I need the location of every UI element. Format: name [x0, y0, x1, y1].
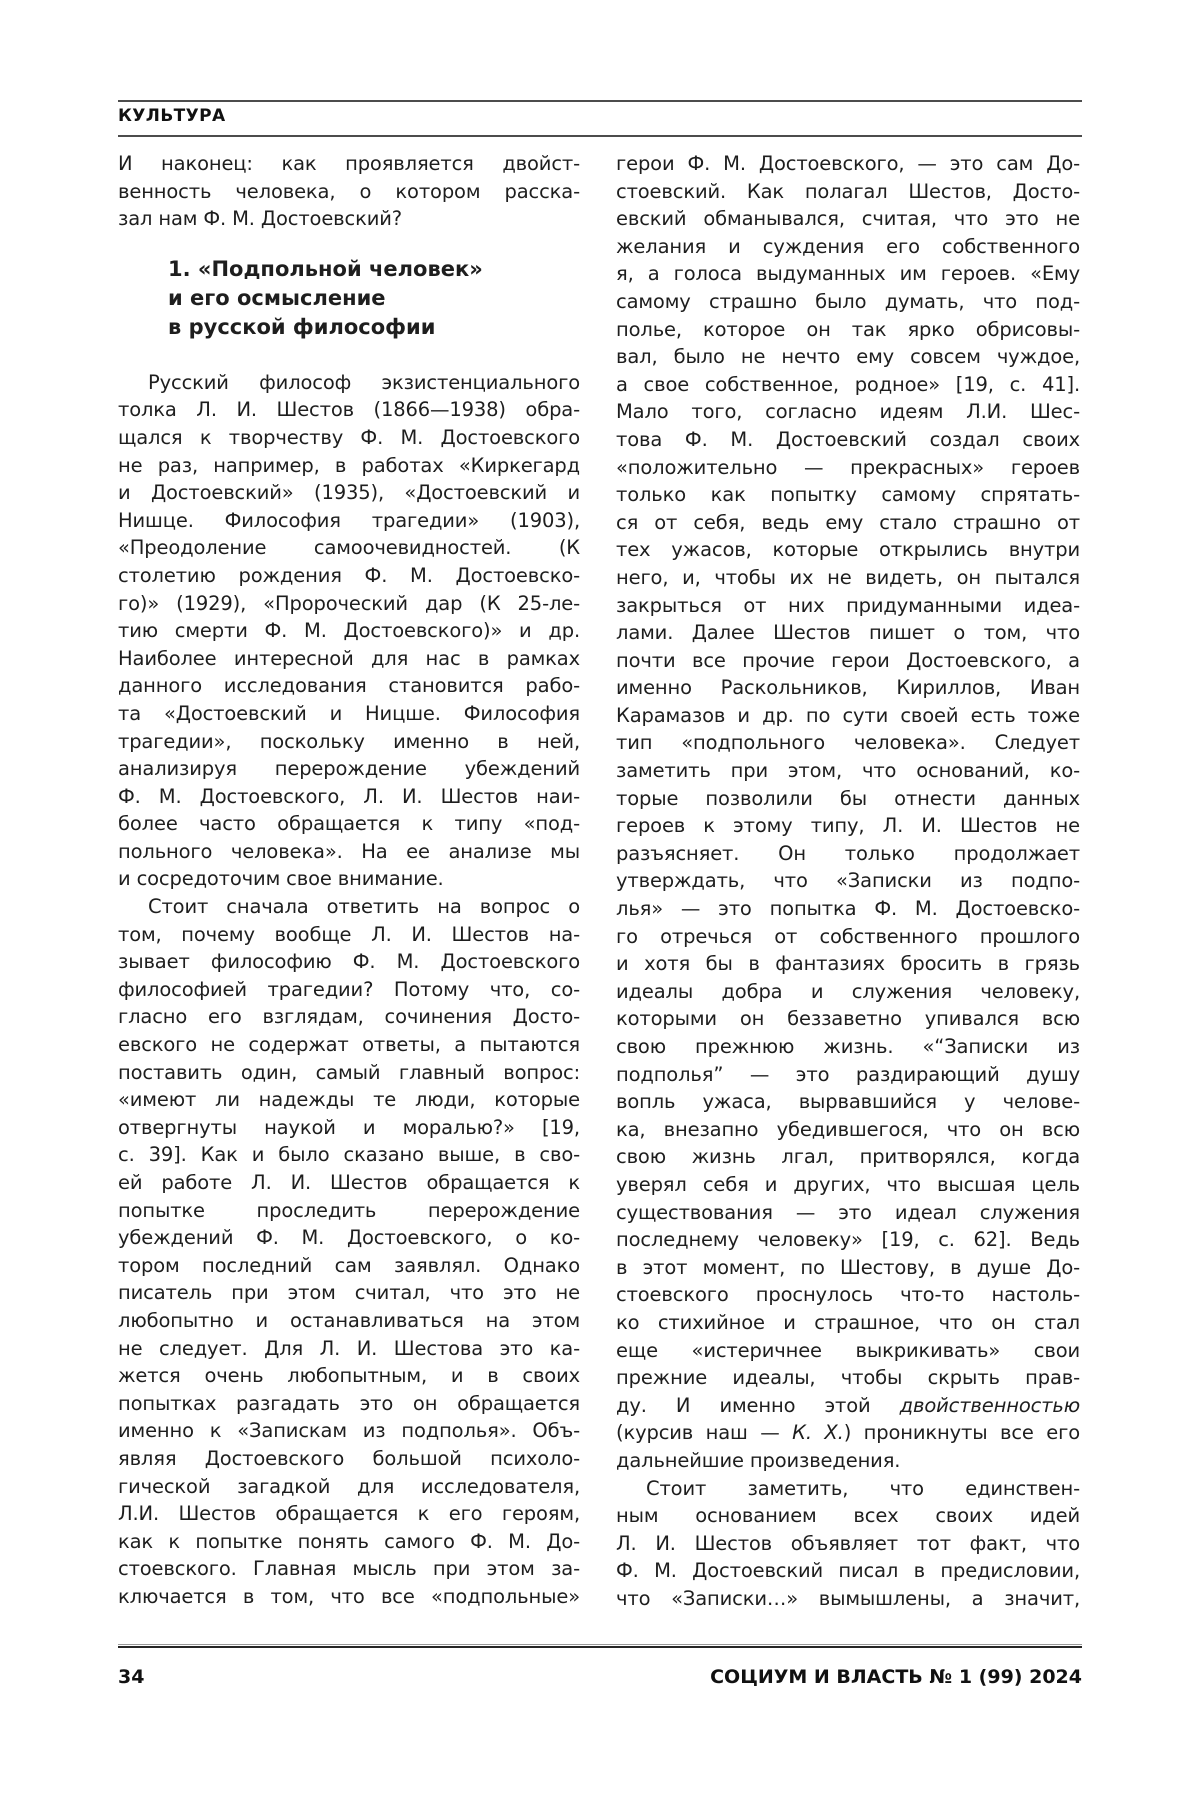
text-line: жется очень любопытным, и в своих — [118, 1364, 580, 1388]
text-line: ко стихийное и страшное, что он стал — [616, 1310, 1080, 1334]
text-line: тию смерти Ф. М. Достоевского)» и др. — [118, 619, 580, 643]
text-line: Наиболее интересной для нас в рамках — [118, 646, 580, 670]
text-line: почти все прочие герои Достоевского, а — [616, 648, 1080, 672]
text-line: еще «истеричнее выкрикивать» свои — [616, 1338, 1080, 1362]
text-line: попытке проследить перерождение — [118, 1198, 580, 1222]
text-line: разъясняет. Он только продолжает — [616, 841, 1080, 865]
text-line: героев к этому типу, Л. И. Шестов не — [616, 814, 1080, 838]
text-line: стоевского проснулось что-то настоль- — [616, 1283, 1080, 1307]
paragraph — [118, 150, 580, 233]
text-line: гической загадкой для исследователя, — [118, 1474, 580, 1498]
text-line: ка, внезапно убедившегося, что он всю — [616, 1117, 1080, 1141]
text-line: лья» — это попытка Ф. М. Достоевско- — [616, 897, 1080, 921]
text-line: и сосредоточим свое внимание. — [118, 867, 444, 891]
heading-line: в русской философии — [168, 314, 436, 339]
text-line: го отречься от собственного прошлого — [616, 924, 1080, 948]
text-line: дальнейшие произведения. — [616, 1448, 901, 1472]
text-line: го)» (1929), «Пророческий дар (К 25-ле- — [118, 591, 580, 615]
text-line: подполья” — это раздирающий душу — [616, 1062, 1080, 1086]
heading-line: и его осмысление — [168, 285, 386, 310]
text-line: свою жизнь лгал, притворялся, когда — [616, 1145, 1080, 1169]
text-line: не раз, например, в работах «Киркегард — [118, 453, 580, 477]
section-label: КУЛЬТУРА — [118, 106, 226, 126]
text-line: «имеют ли надежды те люди, которые — [118, 1088, 580, 1112]
text-line: именно к «Запискам из подполья». Объ- — [118, 1419, 580, 1443]
text-line: това Ф. М. Достоевский создал своих — [616, 427, 1080, 451]
text-line: Л. И. Шестов объявляет тот факт, что — [616, 1531, 1080, 1555]
footer — [118, 1666, 1082, 1688]
text-line: свою прежнюю жизнь. «“Записки из — [616, 1035, 1080, 1058]
text-line: поставить один, самый главный вопрос: — [118, 1060, 580, 1084]
text-line: Карамазов и др. по сути своей есть тоже — [616, 703, 1080, 727]
header-rule-bottom — [118, 135, 1082, 137]
text-line: том, почему вообще Л. И. Шестов на- — [118, 922, 580, 946]
text-line: ным основанием всех своих идей — [616, 1504, 1080, 1528]
text-line: торые позволили бы отнести данных — [616, 786, 1080, 810]
text-line: Нишце. Философия трагедии» (1903), — [118, 508, 580, 532]
text-line: последнему человеку» [19, с. 62]. Ведь — [616, 1228, 1080, 1252]
text-line: тип «подпольного человека». Следует — [616, 731, 1080, 755]
text-line: Мало того, согласно идеям Л.И. Шес- — [616, 400, 1080, 424]
text-line: Л.И. Шестов обращается к его героям, — [118, 1502, 580, 1526]
text-line: именно Раскольников, Кириллов, Иван — [616, 676, 1080, 700]
text-line: (курсив наш — К. Х.) проникнуты все его — [616, 1421, 1080, 1445]
paragraph — [616, 150, 1080, 1475]
text-line: анализируя перерождение убеждений — [118, 757, 580, 781]
text-line: не следует. Для Л. И. Шестова это ка- — [118, 1336, 580, 1360]
text-line: зывает философию Ф. М. Достоевского — [118, 950, 580, 974]
text-line: гласно его взглядам, сочинения Досто- — [118, 1005, 580, 1029]
paragraph — [118, 893, 580, 1610]
text-line: ей работе Л. И. Шестов обращается к — [118, 1171, 580, 1194]
text-line: него, и, чтобы их не видеть, он пытался — [616, 565, 1080, 589]
text-line: «положительно — прекрасных» героев — [616, 455, 1080, 479]
text-line: только как попытку самому спрятать- — [616, 483, 1080, 507]
text-line: закрыться от них придуманными идеа- — [616, 593, 1080, 617]
text-line: ду. И именно этой двойственностью — [616, 1393, 1080, 1417]
text-line: являя Достоевского большой психоло- — [118, 1446, 580, 1470]
text-line: данного исследования становится рабо- — [118, 674, 580, 698]
text-line: как к попытке понять самого Ф. М. До- — [118, 1529, 580, 1553]
text-line: вопль ужаса, вырвавшийся у челове- — [616, 1090, 1080, 1114]
text-line: которыми он беззаветно упивался всю — [616, 1007, 1080, 1031]
text-line: полье, которое он так ярко обрисовы- — [616, 317, 1080, 341]
text-line: стоевский. Как полагал Шестов, Досто- — [616, 179, 1080, 203]
right-column — [616, 150, 1080, 1612]
text-line: ключается в том, что все «подпольные» — [118, 1584, 580, 1608]
text-line: философией трагедии? Потому что, со- — [118, 977, 580, 1001]
text-line: более часто обращается к типу «под- — [118, 812, 580, 836]
text-line: попытках разгадать это он обращается — [118, 1391, 580, 1415]
text-line: столетию рождения Ф. М. Достоевско- — [118, 563, 580, 587]
text-line: идеалы добра и служения человеку, — [616, 979, 1080, 1003]
text-line: тором последний сам заявлял. Однако — [118, 1253, 580, 1277]
text-line: евского не содержат ответы, а пытаются — [118, 1033, 580, 1057]
section-heading — [118, 255, 580, 342]
text-line: желания и суждения его собственного — [616, 234, 1080, 258]
text-line: утверждать, что «Записки из подпо- — [616, 869, 1080, 893]
header-rule-top — [118, 100, 1082, 102]
article-body — [118, 150, 1082, 1612]
text-line: прежние идеалы, чтобы скрыть прав- — [616, 1366, 1080, 1390]
text-line: ся от себя, ведь ему стало страшно от — [616, 510, 1080, 534]
text-line: что «Записки…» вымышлены, а значит, — [616, 1586, 1080, 1610]
text-line: писатель при этом считал, что это не — [118, 1281, 580, 1305]
text-line: уверял себя и других, что высшая цель — [616, 1172, 1080, 1196]
text-line: тех ужасов, которые открылись внутри — [616, 538, 1080, 562]
text-line: толка Л. И. Шестов (1866—1938) обра- — [118, 398, 580, 422]
text-line: венность человека, о котором расска- — [118, 179, 580, 203]
text-line: герои Ф. М. Достоевского, — это сам До- — [616, 152, 1080, 175]
text-line: и Достоевский» (1935), «Достоевский и — [118, 481, 580, 505]
text-line: стоевского. Главная мысль при этом за- — [118, 1557, 580, 1581]
text-line: я, а голоса выдуманных им героев. «Ему — [616, 262, 1080, 286]
text-line: Русский философ экзистенциального — [148, 370, 580, 394]
text-line: «Преодоление самоочевидностей. (К — [118, 536, 580, 560]
left-column — [118, 150, 580, 1612]
paragraph — [118, 369, 580, 893]
text-line: любопытно и останавливаться на этом — [118, 1308, 580, 1332]
text-line: трагедии», поскольку именно в ней, — [118, 729, 580, 753]
text-line: Стоит сначала ответить на вопрос о — [148, 895, 580, 919]
text-line: самому страшно было думать, что под- — [616, 289, 1080, 313]
text-line: с. 39]. Как и было сказано выше, в сво- — [118, 1143, 580, 1167]
text-line: существования — это идеал служения — [616, 1200, 1080, 1224]
text-line: евский обманывался, считая, что это не — [616, 207, 1080, 231]
heading-line: 1. «Подпольной человек» — [168, 256, 483, 281]
text-line: лами. Далее Шестов пишет о том, что — [616, 621, 1080, 645]
text-line: а свое собственное, родное» [19, с. 41]. — [616, 372, 1080, 396]
text-line: Ф. М. Достоевского, Л. И. Шестов наи- — [118, 784, 580, 808]
text-line: заметить при этом, что оснований, ко- — [616, 759, 1080, 783]
footer-rule — [118, 1644, 1082, 1648]
text-line: в этот момент, по Шестову, в душе До- — [616, 1255, 1080, 1279]
text-line: зал нам Ф. М. Достоевский? — [118, 207, 402, 231]
text-line: убеждений Ф. М. Достоевского, о ко- — [118, 1226, 580, 1250]
text-line: И наконец: как проявляется двойст- — [118, 152, 580, 175]
text-line: Ф. М. Достоевский писал в предисловии, — [616, 1559, 1080, 1583]
journal-title: СОЦИУМ И ВЛАСТЬ № 1 (99) 2024 — [710, 1666, 1082, 1688]
text-line: та «Достоевский и Ницше. Философия — [118, 701, 580, 725]
page-number: 34 — [118, 1666, 145, 1688]
text-line: щался к творчеству Ф. М. Достоевского — [118, 425, 580, 449]
text-line: и хотя бы в фантазиях бросить в грязь — [616, 952, 1080, 976]
text-line: польного человека». На ее анализе мы — [118, 839, 580, 863]
paragraph — [616, 1475, 1080, 1613]
text-line: отвергнуты наукой и моралью?» [19, — [118, 1115, 580, 1139]
text-line: Стоит заметить, что единствен- — [646, 1476, 1080, 1500]
text-line: вал, было не нечто ему совсем чуждое, — [616, 345, 1080, 369]
